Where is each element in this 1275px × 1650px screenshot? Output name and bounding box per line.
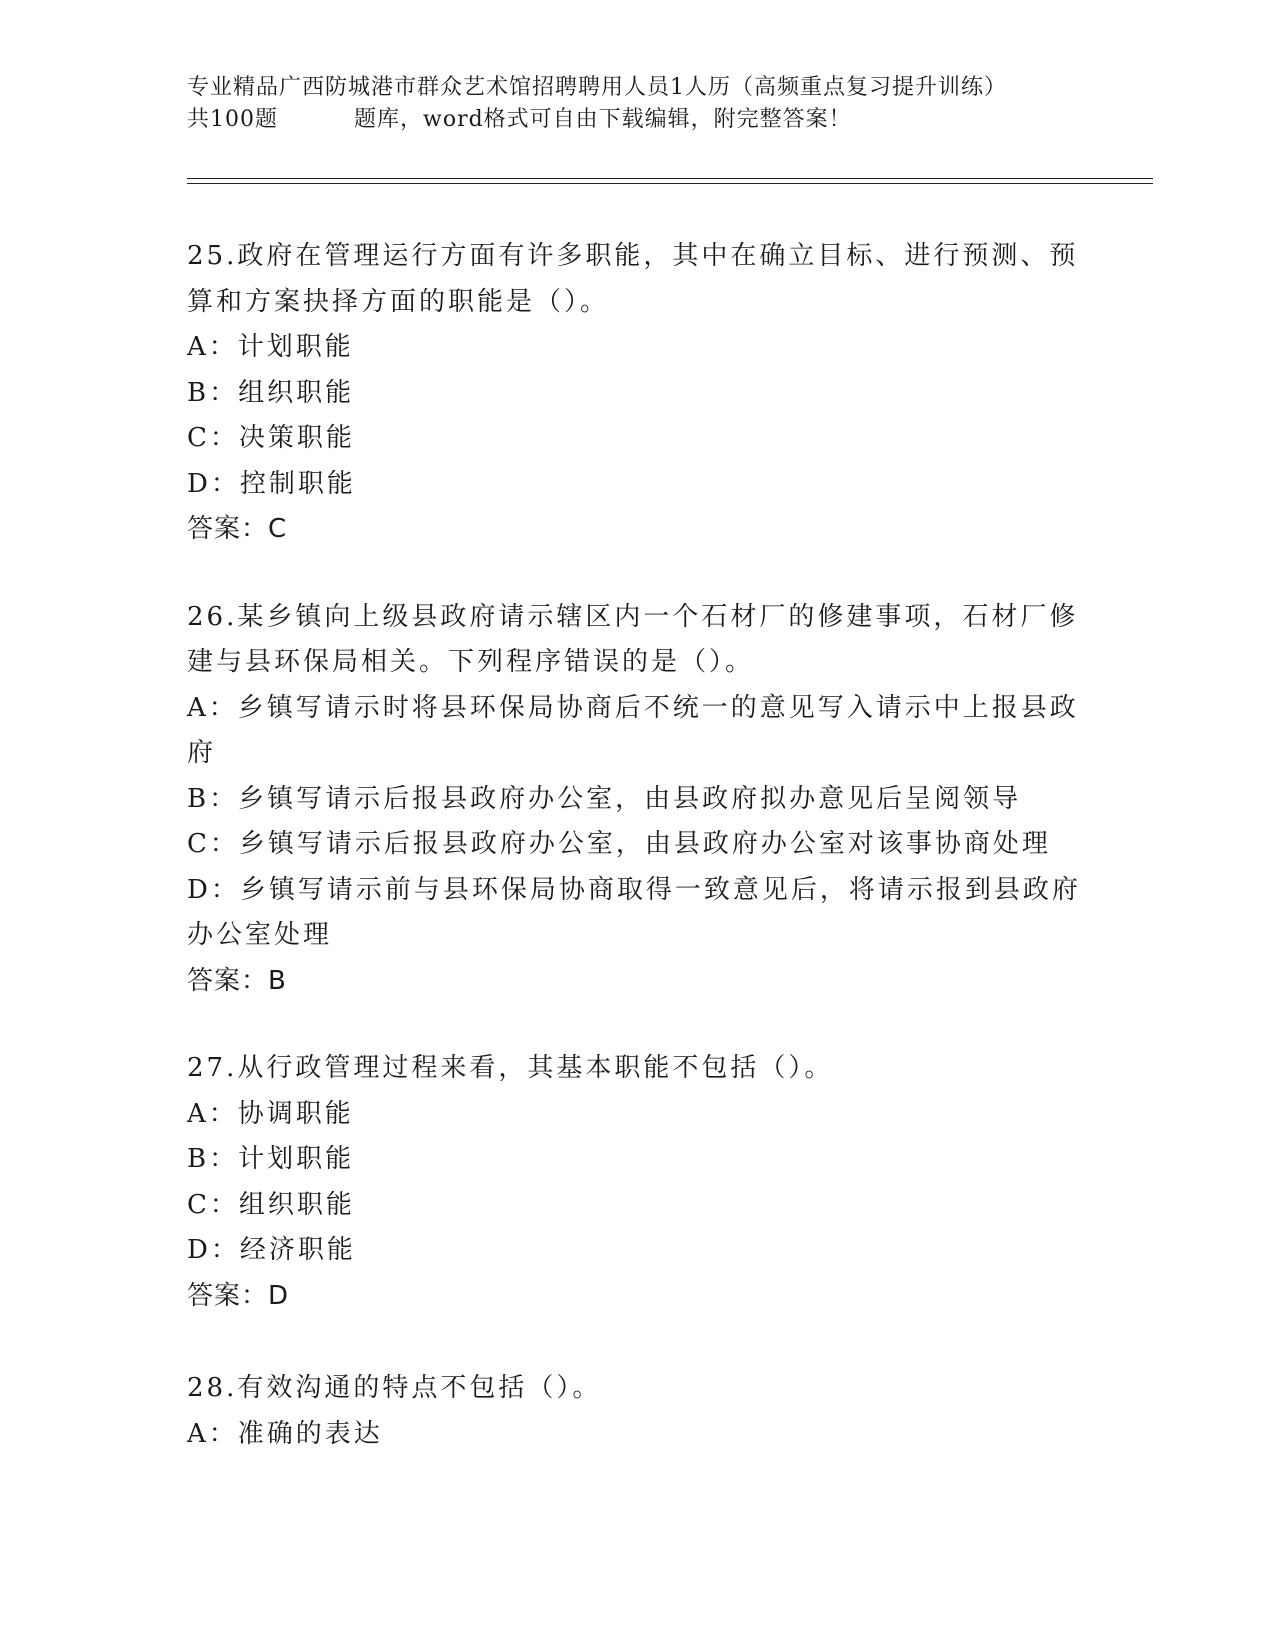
question-stem: 25.政府在管理运行方面有许多职能，其中在确立目标、进行预测、预算和方案抉择方面的职能是（）。 <box>187 241 1079 317</box>
option-a: A：乡镇写请示时将县环保局协商后不统一的意见写入请示中上报县政府 <box>187 692 1079 768</box>
answer-line: 答案：B <box>187 965 287 996</box>
question-26 <box>187 595 1087 1005</box>
option-c: C：决策职能 <box>187 423 355 453</box>
option-d: D：经济职能 <box>187 1235 356 1265</box>
question-28 <box>187 1366 1087 1457</box>
option-d: D：控制职能 <box>187 468 356 499</box>
option-c: C：乡镇写请示后报县政府办公室，由县政府办公室对该事协商处理 <box>187 829 1051 859</box>
question-list <box>187 234 1087 1499</box>
header-divider-bottom <box>187 183 1153 184</box>
question-stem: 26.某乡镇向上级县政府请示辖区内一个石材厂的修建事项，石材厂修建与县环保局相关。下列程序错误的是（）。 <box>187 601 1079 677</box>
option-b: B：组织职能 <box>187 377 355 408</box>
answer-line: 答案：D <box>187 1280 290 1311</box>
option-b: B：乡镇写请示后报县政府办公室，由县政府拟办意见后呈阅领导 <box>187 783 1022 814</box>
option-a: A：计划职能 <box>187 332 354 362</box>
option-c: C：组织职能 <box>187 1189 355 1220</box>
answer-line: 答案：C <box>187 514 288 544</box>
question-stem: 28.有效沟通的特点不包括（）。 <box>187 1373 602 1403</box>
header-title-line: 专业精品广西防城港市群众艺术馆招聘聘用人员1人历（高频重点复习提升训练） <box>187 75 1007 100</box>
question-27 <box>187 1046 1087 1319</box>
question-25 <box>187 234 1087 553</box>
header-question-count: 共100题 <box>187 107 278 132</box>
option-d: D：乡镇写请示前与县环保局协商取得一致意见后，将请示报到县政府办公室处理 <box>187 874 1081 950</box>
header-description: 题库，word格式可自由下载编辑，附完整答案！ <box>354 107 852 132</box>
option-b: B：计划职能 <box>187 1144 355 1174</box>
document-header <box>187 72 1087 136</box>
header-subtitle-line <box>187 104 1087 136</box>
option-a: A：准确的表达 <box>187 1418 383 1449</box>
option-a: A：协调职能 <box>187 1098 354 1129</box>
header-divider-top <box>187 178 1153 179</box>
question-stem: 27.从行政管理过程来看，其基本职能不包括（）。 <box>187 1053 834 1083</box>
